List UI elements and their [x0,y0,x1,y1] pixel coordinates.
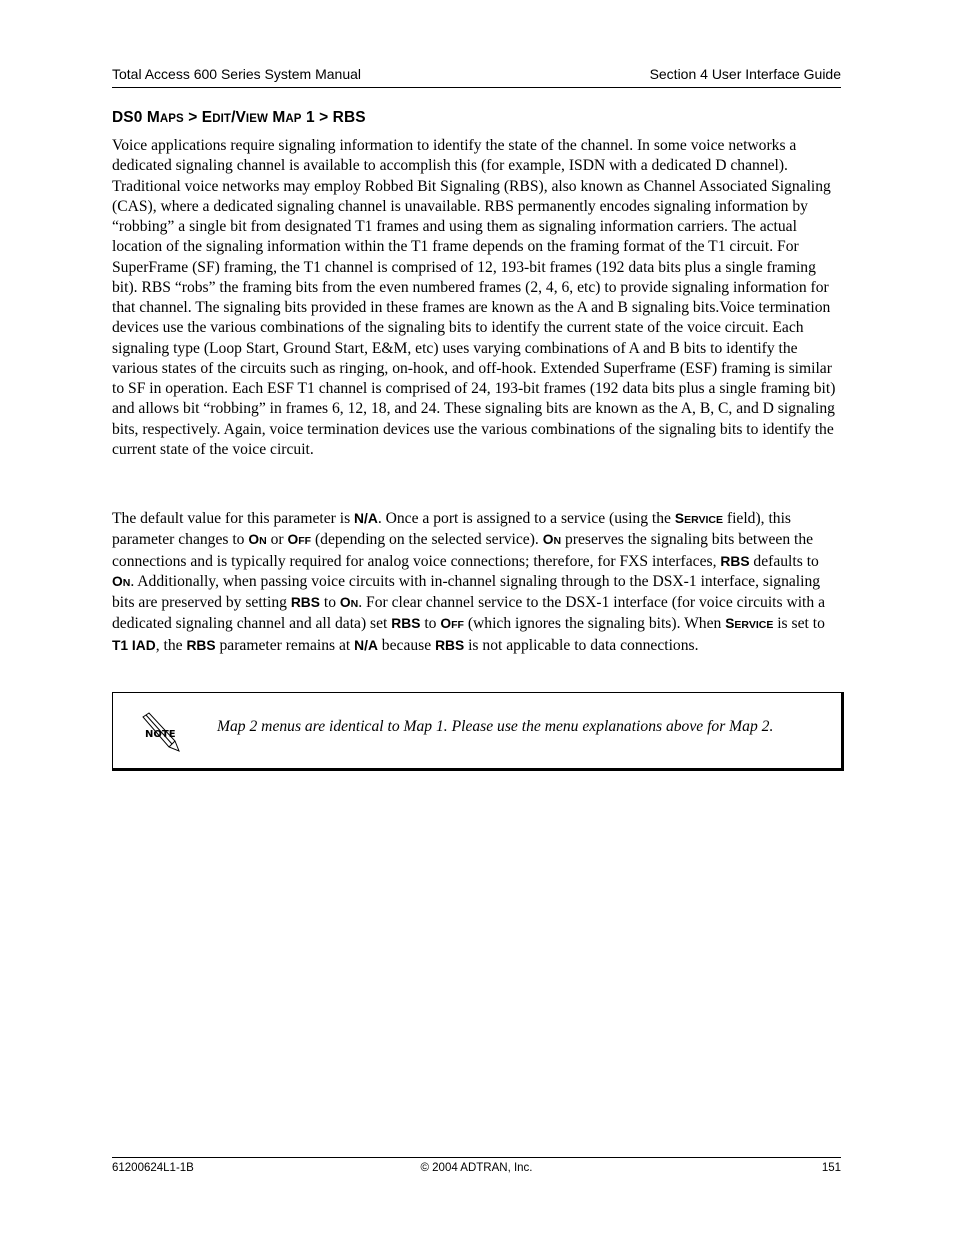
note-icon [139,711,181,753]
footer-document-number: 61200624L1-1B [112,1162,194,1174]
section-heading: DS0 MAPS > EDIT/VIEW MAP 1 > RBS [112,109,366,126]
svg-text:NOTE: NOTE [145,729,176,740]
page-header [112,65,841,88]
header-manual-title: Total Access 600 Series System Manual [112,66,362,82]
note-text: Map 2 menus are identical to Map 1. Please use the menu explanations above for Map 2. [217,718,774,735]
footer-page-number: 151 [821,1162,841,1174]
rbs-description-paragraph: Voice applications require signaling information to identify the state of the channel. In some voice networks a dedicated signaling channel is available to accomplish this (for example, ISDN with a dedicated D channel). Traditional voice networks may employ Robbed Bit Signaling (RBS), also known as Channel Associated Signaling (CAS), where a dedicated signaling channel is unavailable. RBS permanently encodes signaling information by “robbing” a single bit from designated T1 frames and using them as signaling information carriers. The actual location of the signaling information within the T1 frame depends on the framing format of the T1 circuit. For SuperFrame (SF) framing, the T1 channel is comprised of 12, 193-bit frames (192 data bits plus a single framing bit). RBS “robs” the framing bits from the even numbered frames (2, 4, 6, etc) to provide signaling information for that channel. The signaling bits provided in these frames are known as the A and B signaling bits.Voice termination devices use the various combinations of the signaling bits to identify the current state of the voice circuit. Each signaling type (Loop Start, Ground Start, E&M, etc) uses varying combinations of A and B bits to identify the various states of the circuits such as ringing, on-hook, and off-hook. Extended Superframe (ESF) framing is similar to SF in operation. Each ESF T1 channel is comprised of 24, 193-bit frames (192 data bits plus a single framing bit) and allows bit “robbing” in frames 6, 12, 18, and 24. These signaling bits are known as the A, B, C, and D signaling bits, respectively. Again, voice termination devices use the various combinations of the signaling bits to identify the current state of the voice circuit. [112,137,836,458]
page-footer [112,1157,841,1174]
footer-copyright: © 2004 ADTRAN, Inc. [420,1162,533,1174]
rbs-default-value-paragraph: The default value for this parameter is N/A. Once a port is assigned to a service (using the SERVICE field), this parameter changes to ON or OFF (depending on the selected service). ON preserves the signaling bits between the connections and is typically required for analog voice connections; therefore, for FXS interfaces, RBS defaults to ON. Additionally, when passing voice circuits with in-channel signaling through to the DSX-1 interface, signaling bits are preserved by setting RBS to ON. For clear channel service to the DSX-1 interface (for voice circuits with a dedicated signaling channel and all data) set RBS to OFF (which ignores the signaling bits). When SERVICE is set to T1 IAD, the RBS parameter remains at N/A because RBS is not applicable to data connections. [112,510,826,654]
note-callout [112,692,844,771]
header-section-title: Section 4 User Interface Guide [649,66,841,82]
